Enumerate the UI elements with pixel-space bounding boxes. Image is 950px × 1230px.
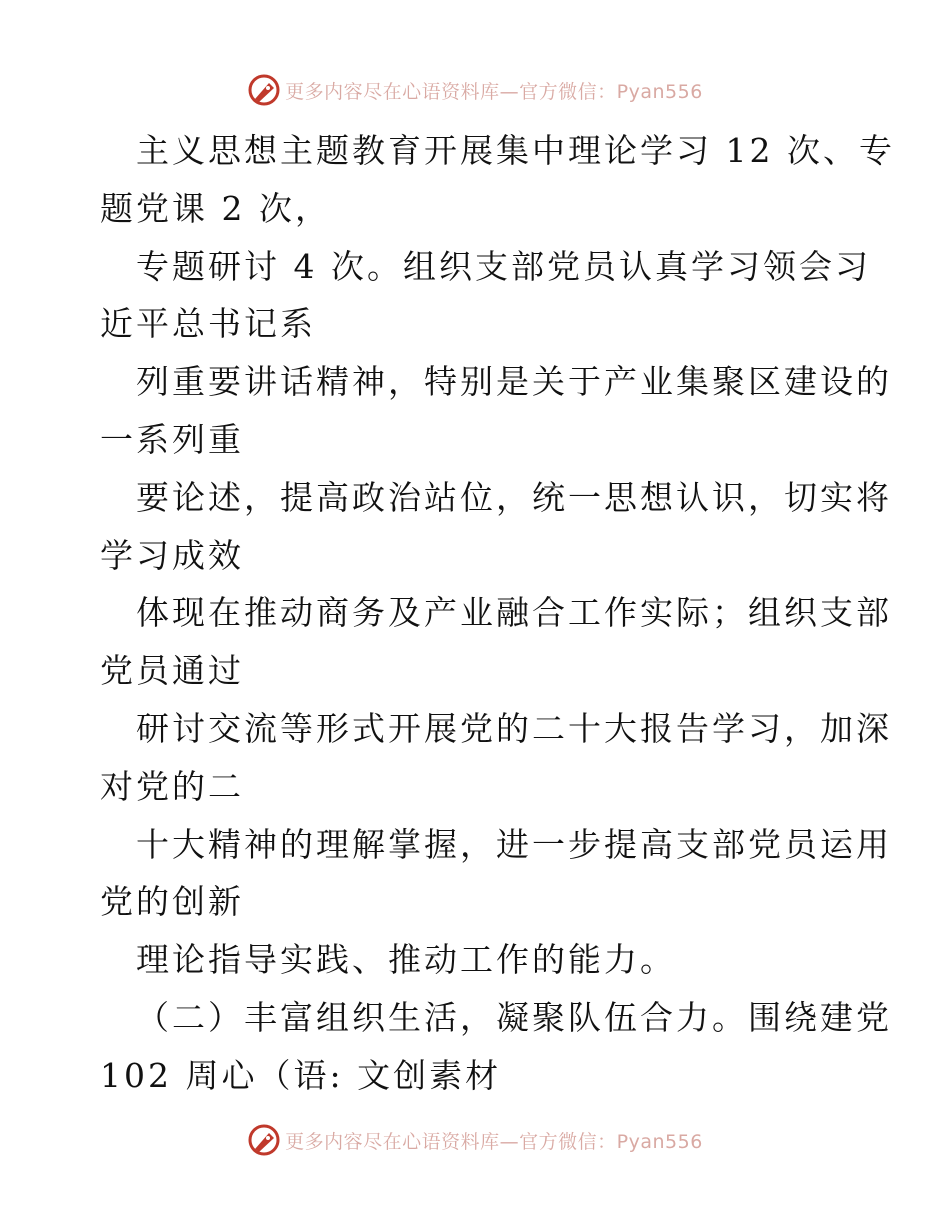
footer-watermark-text: 更多内容尽在心语资料库—官方微信：Pyan556 xyxy=(285,1130,703,1153)
text-line: 列重要讲话精神，特别是关于产业集聚区建设的 xyxy=(136,362,892,402)
text-line: 党员通过 xyxy=(100,651,244,691)
text-line: 题党课 2 次， xyxy=(100,188,331,228)
text-line: 十大精神的理解掌握，进一步提高支部党员运用 xyxy=(136,824,892,864)
header-watermark-text: 更多内容尽在心语资料库—官方微信：Pyan556 xyxy=(285,80,703,103)
section-heading-line: （二）丰富组织生活，凝聚队伍合力。围绕建党 xyxy=(136,997,892,1037)
text-line: 对党的二 xyxy=(100,766,244,806)
text-line: 党的创新 xyxy=(100,882,244,922)
pen-nib-logo-icon xyxy=(247,1123,281,1157)
text-line: 学习成效 xyxy=(100,535,244,575)
text-line: 要论述，提高政治站位，统一思想认识，切实将 xyxy=(136,477,892,517)
text-line: 研讨交流等形式开展党的二十大报告学习，加深 xyxy=(136,708,892,748)
text-line: 近平总书记系 xyxy=(100,304,316,344)
text-line: 102 周心（语: 文创素材 xyxy=(100,1055,502,1095)
text-line: 一系列重 xyxy=(100,419,244,459)
document-body xyxy=(100,122,895,1105)
pen-nib-logo-icon xyxy=(247,73,281,107)
footer-watermark-banner xyxy=(0,1120,950,1160)
text-line: 体现在推动商务及产业融合工作实际；组织支部 xyxy=(136,593,892,633)
header-watermark-banner xyxy=(0,70,950,110)
text-line: 专题研讨 4 次。组织支部党员认真学习领会习 xyxy=(136,246,871,286)
text-line: 主义思想主题教育开展集中理论学习 12 次、专 xyxy=(136,131,895,170)
text-line: 理论指导实践、推动工作的能力。 xyxy=(136,940,676,980)
